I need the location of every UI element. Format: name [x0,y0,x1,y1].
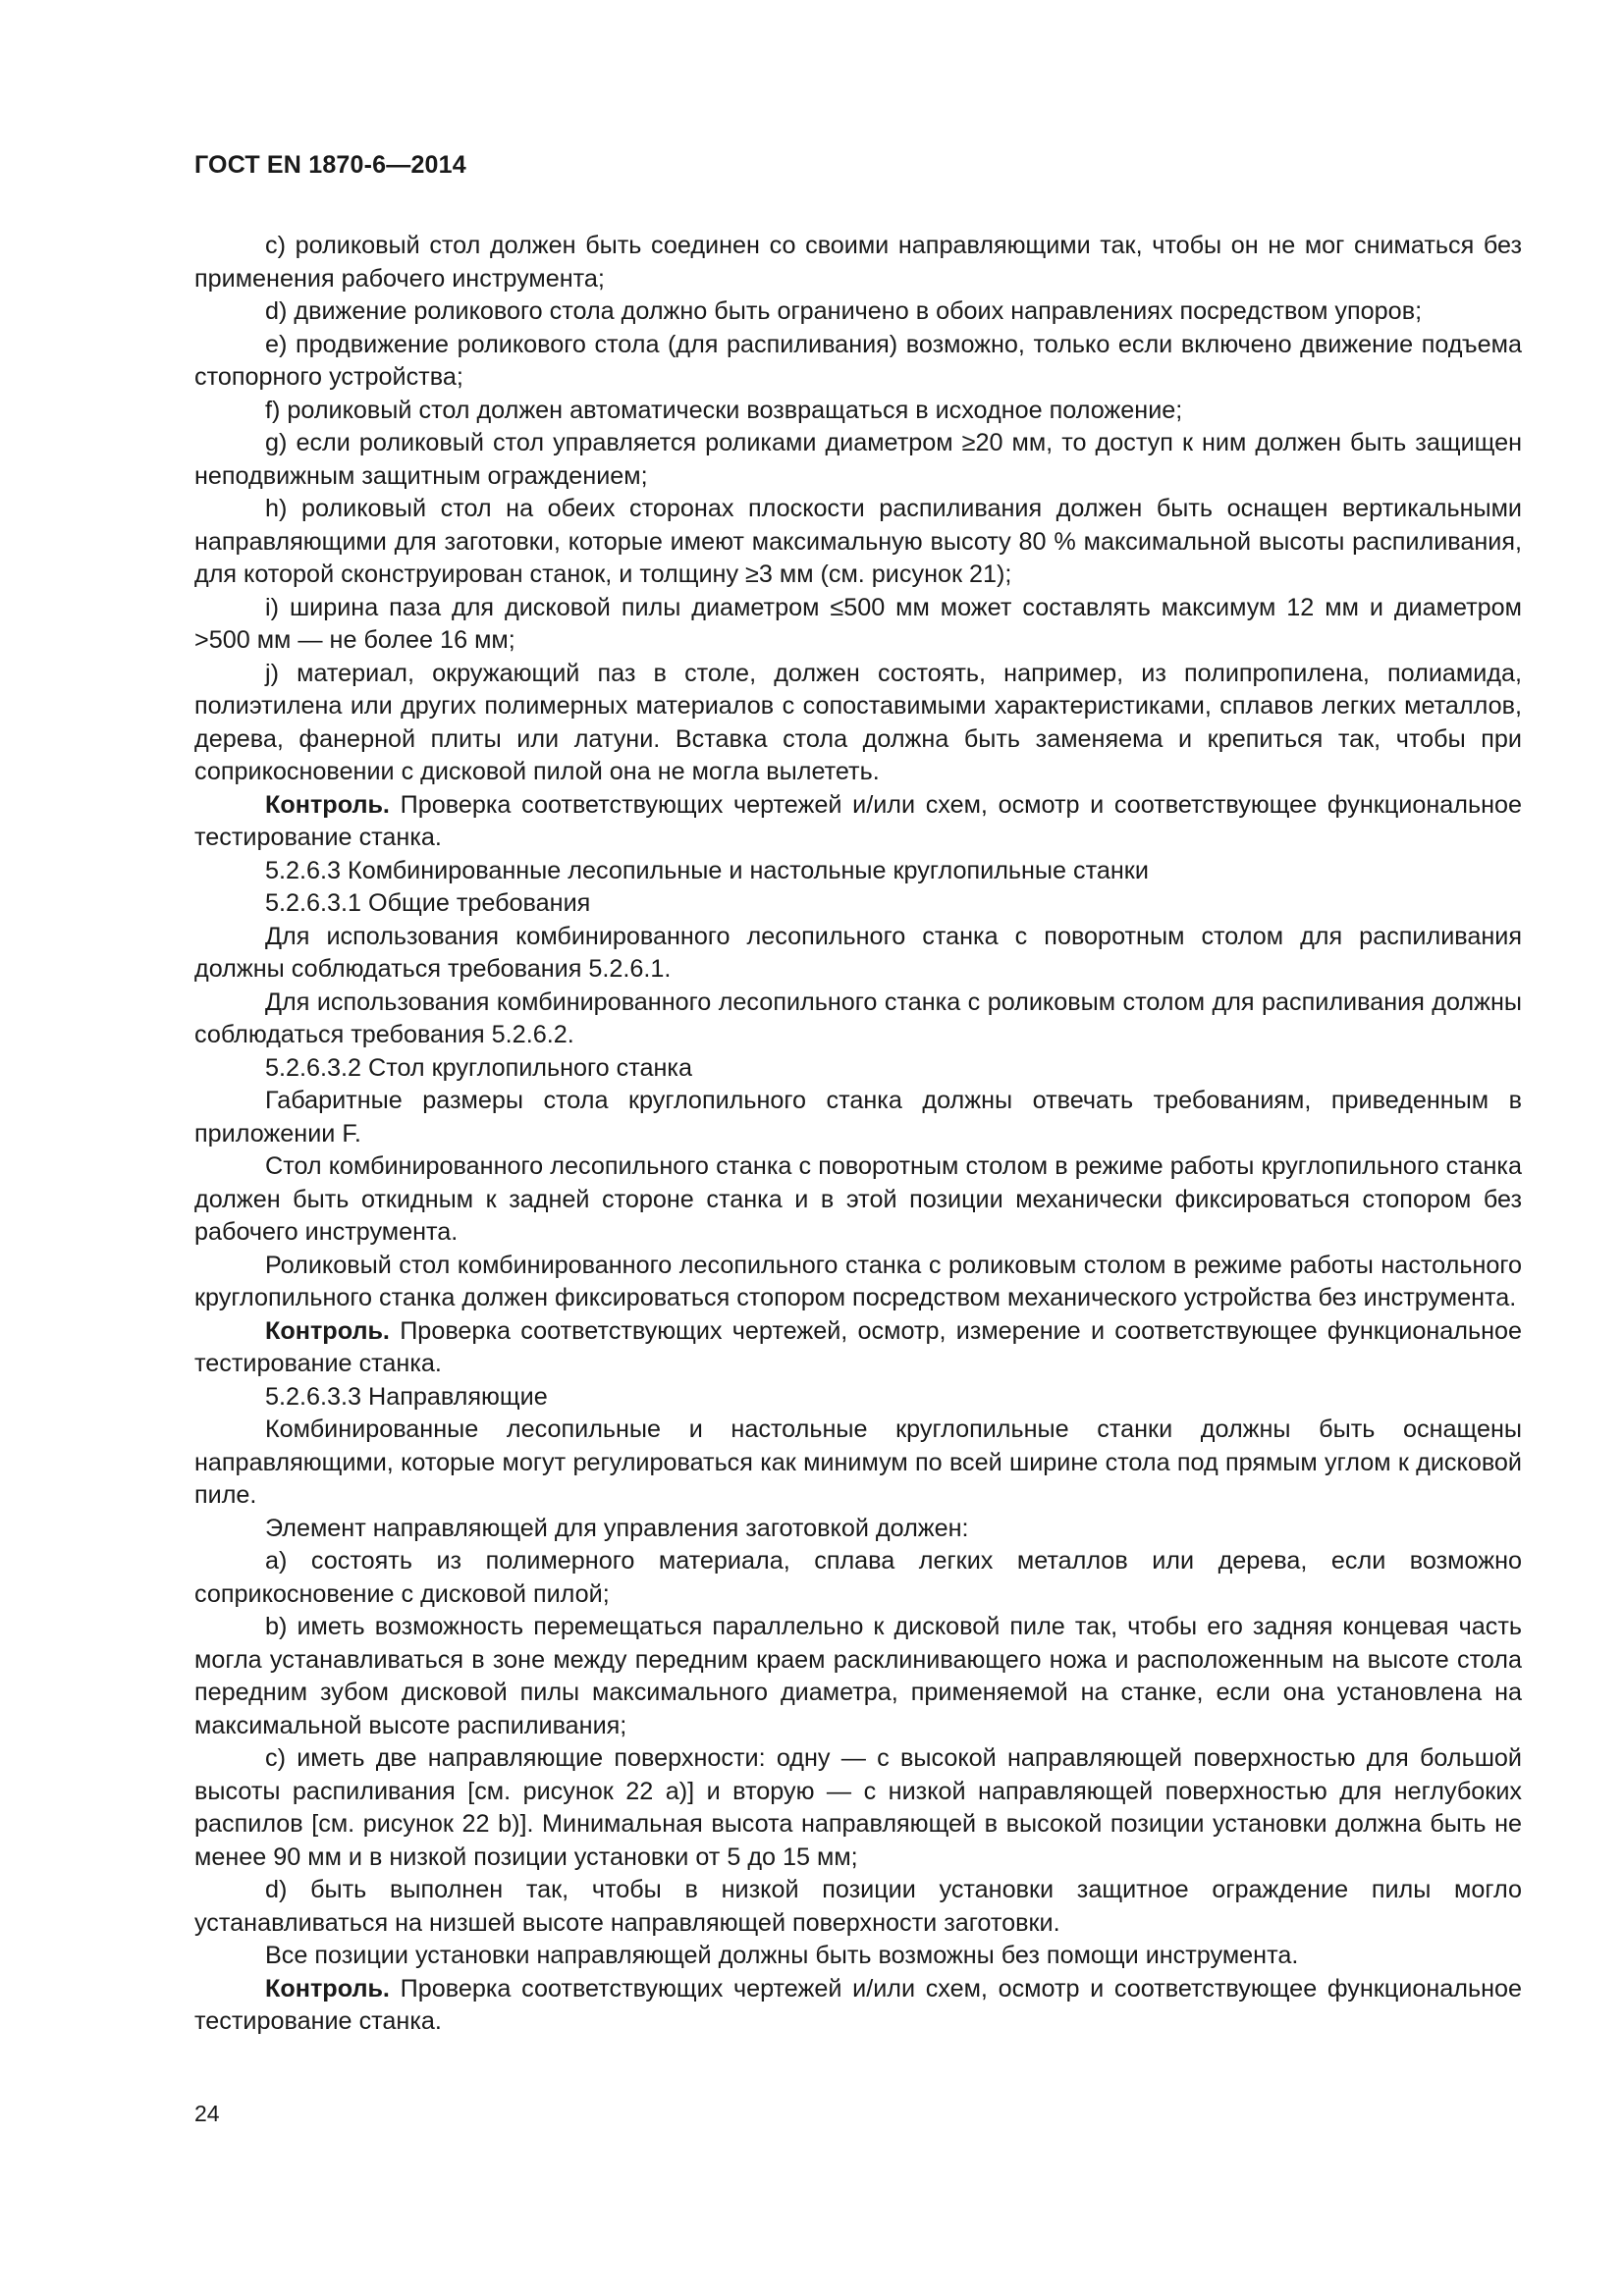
paragraph [194,1973,1522,2039]
paragraph [194,1150,1522,1250]
paragraph [194,1052,1522,1086]
paragraph [194,987,1522,1052]
paragraph [194,1250,1522,1315]
paragraph [194,1513,1522,1546]
paragraph [194,295,1522,329]
paragraph [194,1381,1522,1415]
paragraph-text: d) движение роликового стола должно быть ограничено в обоих направлениях посредством упоров; [265,297,1423,325]
paragraph-text: Для использования комбинированного лесопильного станка с поворотным столом для распиливания должны соблюдаться требования 5.2.6.1. [194,922,1522,983]
paragraph [194,427,1522,493]
paragraph-text: d) быть выполнен так, чтобы в низкой позиции установки защитное ограждение пилы могло устанавливаться на низшей высоте направляющей поверхности заготовки. [194,1876,1522,1937]
paragraph [194,1874,1522,1940]
paragraph [194,1085,1522,1150]
paragraph [194,855,1522,888]
paragraph [194,1742,1522,1874]
paragraph-text: h) роликовый стол на обеих сторонах плоскости распиливания должен быть оснащен вертикальными направляющими для заготовки, которые имеют максимальную высоту 80 % максимальной высоты распиливания, для которой сконструирован станок, и толщину ≥3 мм (см. рисунок 21); [194,495,1522,588]
paragraph [194,1940,1522,1973]
paragraph-bold-lead: Контроль. [265,1316,390,1345]
paragraph-text: c) роликовый стол должен быть соединен со своими направляющими так, чтобы он не мог сниматься без применения рабочего инструмента; [194,232,1522,293]
paragraph [194,789,1522,855]
paragraph-text: a) состоять из полимерного материала, сплава легких металлов или дерева, если возможно соприкосновение с дисковой пилой; [194,1547,1522,1608]
paragraph-text: c) иметь две направляющие поверхности: одну — с высокой направляющей поверхностью для большой высоты распиливания [см. рисунок 22 a)] и вторую — с низкой направляющей поверхностью для неглубоких распилов [см. рисунок 22 b)]. Минимальная высота направляющей в высокой позиции установки должна быть не менее 90 мм и в низкой позиции установки от 5 до 15 мм; [194,1744,1522,1871]
paragraph-text: 5.2.6.3.1 Общие требования [265,889,591,917]
paragraph-text: 5.2.6.3 Комбинированные лесопильные и настольные круглопильные станки [265,856,1149,884]
document-body [194,230,1522,2039]
paragraph-text: Проверка соответствующих чертежей, осмотр, измерение и соответствующее функциональное тестирование станка. [194,1316,1522,1377]
paragraph-text: Проверка соответствующих чертежей и/или схем, осмотр и соответствующее функциональное тестирование станка. [194,790,1522,851]
paragraph-text: j) материал, окружающий паз в столе, должен состоять, например, из полипропилена, полиамида, полиэтилена или других полимерных материалов с сопоставимыми характеристиками, сплавов легких металлов, дерева, фанерной плиты или латуни. Вставка стола должна быть заменяема и крепиться так, чтобы при соприкосновении с дисковой пилой она не могла вылететь. [194,659,1522,785]
paragraph-text: Проверка соответствующих чертежей и/или схем, осмотр и соответствующее функциональное тестирование станка. [194,1974,1522,2035]
paragraph-text: e) продвижение роликового стола (для распиливания) возможно, только если включено движение подъема стопорного устройства; [194,330,1523,391]
paragraph [194,493,1522,592]
document-header: ГОСТ EN 1870-6—2014 [194,151,466,179]
paragraph [194,887,1522,921]
paragraph-text: Все позиции установки направляющей должны быть возможны без помощи инструмента. [265,1942,1299,1969]
paragraph [194,329,1522,395]
paragraph [194,395,1522,428]
paragraph-text: Для использования комбинированного лесопильного станка с роликовым столом для распиливания должны соблюдаться требования 5.2.6.2. [194,988,1522,1048]
paragraph [194,592,1522,658]
paragraph-text: Габаритные размеры стола круглопильного станка должны отвечать требованиям, приведенным в приложении F. [194,1087,1522,1148]
paragraph [194,1315,1522,1381]
paragraph-text: i) ширина паза для дисковой пилы диаметром ≤500 мм может составлять максимум 12 мм и диаметром >500 мм — не более 16 мм; [194,593,1522,654]
paragraph-text: 5.2.6.3.3 Направляющие [265,1382,548,1411]
paragraph-text: 5.2.6.3.2 Стол круглопильного станка [265,1053,693,1082]
paragraph-text: Комбинированные лесопильные и настольные круглопильные станки должны быть оснащены направляющими, которые могут регулироваться как минимум по всей ширине стола под прямым углом к дисковой пиле. [194,1415,1522,1509]
paragraph-text: Стол комбинированного лесопильного станка с поворотным столом в режиме работы круглопильного станка должен быть откидным к задней стороне станка и в этой позиции механически фиксироваться стопором без рабочего инструмента. [194,1152,1522,1246]
paragraph [194,1611,1522,1742]
paragraph-text: b) иметь возможность перемещаться параллельно к дисковой пиле так, чтобы его задняя концевая часть могла устанавливаться в зоне между передним краем расклинивающего ножа и расположенным на высоте стола передним зубом дисковой пилы максимального диаметра, применяемой на станке, если она установлена на максимальной высоте распиливания; [194,1613,1522,1739]
paragraph [194,1545,1522,1611]
paragraph-text: f) роликовый стол должен автоматически возвращаться в исходное положение; [265,396,1183,424]
paragraph-text: Элемент направляющей для управления заготовкой должен: [265,1514,969,1542]
paragraph [194,1414,1522,1513]
paragraph-text: Роликовый стол комбинированного лесопильного станка с роликовым столом в режиме работы настольного круглопильного станка должен фиксироваться стопором посредством механического устройства без инструмента. [194,1251,1522,1311]
paragraph-text: g) если роликовый стол управляется роликами диаметром ≥20 мм, то доступ к ним должен быть защищен неподвижным защитным ограждением; [194,429,1522,490]
paragraph [194,658,1522,789]
page-number: 24 [194,2101,220,2126]
paragraph [194,230,1522,295]
paragraph-bold-lead: Контроль. [265,1974,390,2002]
paragraph-bold-lead: Контроль. [265,790,390,819]
paragraph [194,921,1522,987]
